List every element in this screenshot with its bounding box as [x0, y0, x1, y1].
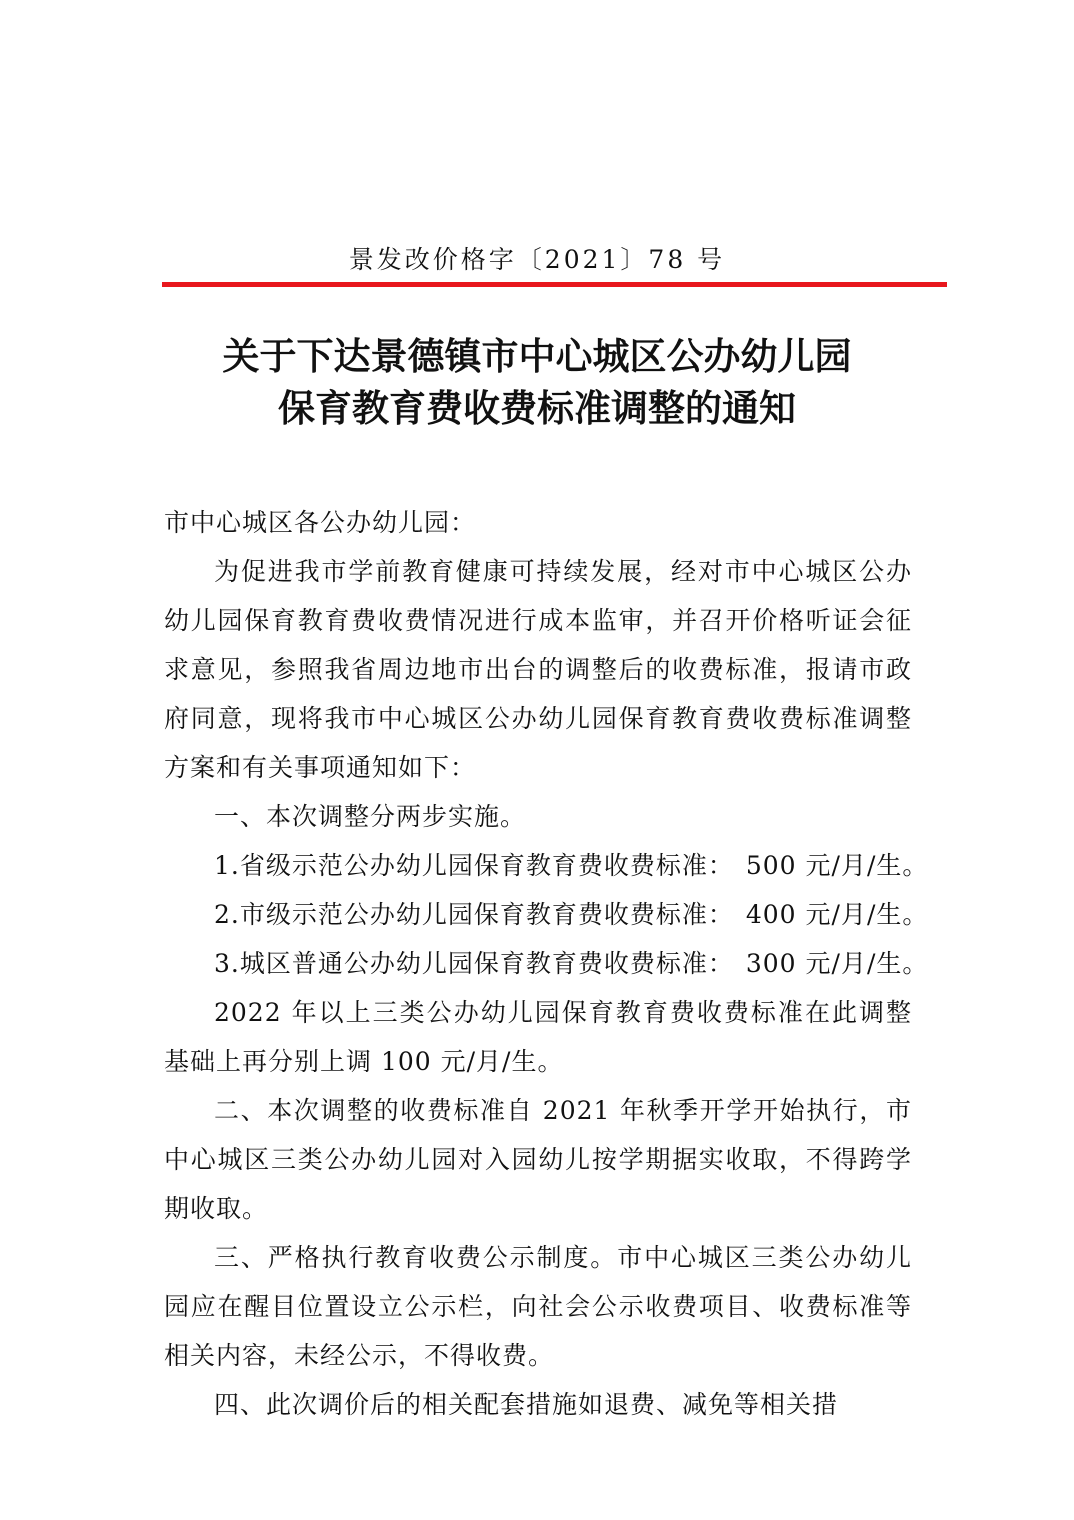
fee-item-label: 1.省级示范公办幼儿园保育教育费收费标准：	[214, 851, 734, 880]
fee-item-label: 3.城区普通公办幼儿园保育教育费收费标准：	[214, 949, 734, 978]
title-line-1: 关于下达景德镇市中心城区公办幼儿园	[222, 334, 852, 378]
fee-item-value: 500 元/月/生。	[745, 851, 929, 880]
document-title	[0, 330, 1074, 434]
document-number: 景发改价格字〔2021〕78 号	[348, 245, 726, 274]
paragraph-2022-adjustment: 2022 年以上三类公办幼儿园保育教育费收费标准在此调整基础上再分别上调 100 元/月/生。	[164, 998, 912, 1076]
title-line-2: 保育教育费收费标准调整的通知	[278, 386, 796, 430]
section-3-paragraph: 三、严格执行教育收费公示制度。市中心城区三类公办幼儿园应在醒目位置设立公示栏，向社会公示收费项目、收费标准等相关内容，未经公示，不得收费。	[164, 1243, 912, 1370]
fee-item-value: 400 元/月/生。	[745, 900, 929, 929]
section-4-paragraph: 四、此次调价后的相关配套措施如退费、减免等相关措	[214, 1390, 839, 1419]
fee-item-provincial	[164, 841, 929, 890]
document-body	[164, 498, 929, 1429]
red-header-rule	[162, 282, 947, 287]
section-1-heading: 一、本次调整分两步实施。	[214, 802, 527, 831]
section-2-paragraph: 二、本次调整的收费标准自 2021 年秋季开学开始执行，市中心城区三类公办幼儿园对入园幼儿按学期据实收取，不得跨学期收取。	[164, 1096, 912, 1223]
fee-item-ordinary	[164, 939, 929, 988]
fee-item-municipal	[164, 890, 929, 939]
salutation: 市中心城区各公办幼儿园：	[164, 508, 477, 537]
fee-item-value: 300 元/月/生。	[745, 949, 929, 978]
intro-paragraph: 为促进我市学前教育健康可持续发展，经对市中心城区公办幼儿园保育教育费收费情况进行成本监审，并召开价格听证会征求意见，参照我省周边地市出台的调整后的收费标准，报请市政府同意，现将我市中心城区公办幼儿园保育教育费收费标准调整方案和有关事项通知如下：	[164, 557, 912, 782]
fee-item-label: 2.市级示范公办幼儿园保育教育费收费标准：	[214, 900, 734, 929]
